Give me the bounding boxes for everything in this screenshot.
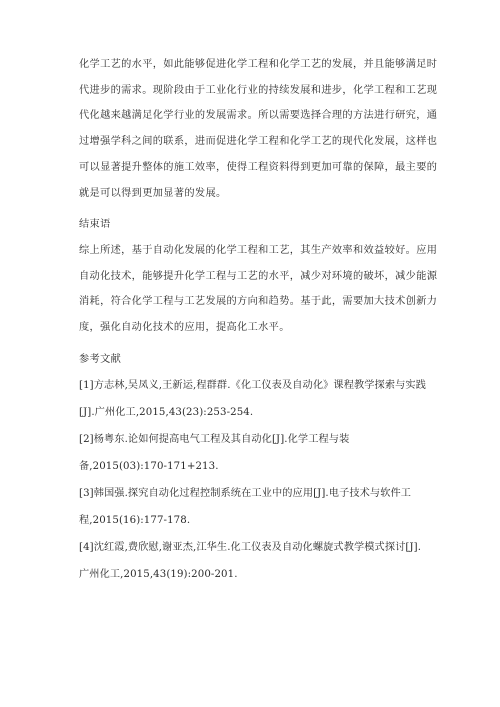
reference-line: [4]沈红霞,费欣慰,谢亚杰,江华生.化工仪表及自动化螺旋式教学模式探讨[J]. <box>79 542 422 554</box>
document-page <box>79 52 438 588</box>
paragraph-line: 代化越来越满足化学行业的发展需求。所以需要选择合理的方法进行研究，通 <box>79 110 438 122</box>
reference-line: [3]韩国强.探究自动化过程控制系统在工业中的应用[J].电子技术与软件工 <box>79 488 412 500</box>
paragraph-line: 就是可以得到更加显著的发展。 <box>79 187 227 199</box>
paragraph-line: 消耗，符合化学工程与工艺发展的方向和趋势。基于此，需要加大技术创新力 <box>79 296 438 308</box>
reference-line: 程,2015(16):177-178. <box>79 515 191 527</box>
reference-item <box>79 426 431 480</box>
conclusion-paragraph <box>79 238 438 341</box>
paragraph-line: 过增强学科之间的联系，进而促进化学工程和化学工艺的现代化发展，这样也 <box>79 136 438 148</box>
reference-line: 备,2015(03):170-171+213. <box>79 461 219 473</box>
paragraph-line: 度，强化自动化技术的应用，提高化工水平。 <box>79 322 290 334</box>
reference-line: 广州化工,2015,43(19):200-201. <box>79 569 238 581</box>
paragraph-line: 可以显著提升整体的施工效率，使得工程资料得到更加可靠的保障，最主要的 <box>79 161 438 173</box>
reference-list <box>79 372 431 588</box>
paragraph-line: 代进步的需求。现阶段由于工业化行业的持续发展和进步，化学工程和工艺现 <box>79 84 438 96</box>
reference-item <box>79 480 431 534</box>
reference-line: [J].广州化工,2015,43(23):253-254. <box>79 407 254 419</box>
reference-item <box>79 372 431 426</box>
reference-item <box>79 534 431 588</box>
paragraph-line: 自动化技术，能够提升化学工程与工艺的水平，减少对环境的破坏，减少能源 <box>79 270 438 282</box>
paragraph-line: 综上所述，基于自动化发展的化学工程和工艺，其生产效率和效益较好。应用 <box>79 244 438 256</box>
body-paragraph <box>79 52 438 206</box>
references-heading: 参考文献 <box>79 353 122 365</box>
paragraph-line: 化学工艺的水平，如此能够促进化学工程和化学工艺的发展，并且能够满足时 <box>79 59 438 70</box>
conclusion-heading: 结束语 <box>79 219 111 231</box>
reference-line: [2]杨粤东.论如何提高电气工程及其自动化[J].化学工程与装 <box>79 434 350 446</box>
reference-line: [1]方志林,吴凤义,王新运,程群群.《化工仪表及自动化》课程教学探索与实践 <box>79 380 426 392</box>
